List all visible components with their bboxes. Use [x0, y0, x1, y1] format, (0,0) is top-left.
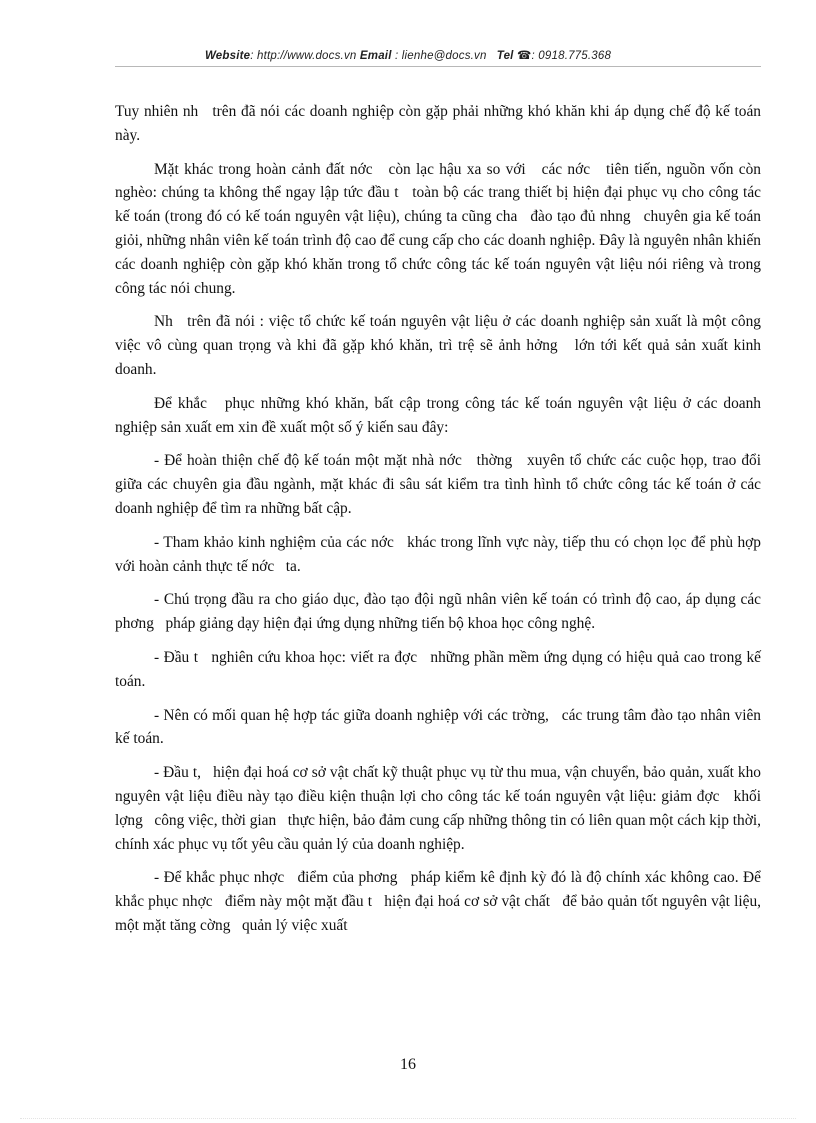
tel-value: : 0918.775.368 — [531, 50, 612, 62]
bullet-paragraph: - Tham khảo kinh nghiệm của các nớc khác trong lĩnh vực này, tiếp thu có chọn lọc để phù hợp với hoàn cảnh thực tế nớc ta. — [115, 533, 765, 575]
bullet-paragraph: - Nên có mối quan hệ hợp tác giữa doanh nghiệp với các trờng, các trung tâm đào tạo nhân viên kế toán. — [115, 706, 765, 748]
bullet-paragraph: - Để hoàn thiện chế độ kế toán một mặt nhà nớc thờng xuyên tổ chức các cuộc họp, trao đổi giữa các chuyên gia đầu ngành, mặt khác đi sâu sát kiểm tra tình hình tổ chức công tác kế toán ở các doanh nghiệp để tìm ra những bất cập. — [115, 452, 765, 517]
page-header — [0, 48, 816, 62]
header-divider — [115, 66, 761, 67]
bullet-paragraph: - Để khắc phục nhợc điểm của phơng pháp kiểm kê định kỳ đó là độ chính xác không cao. Để khắc phục nhợc điểm này một mặt đầu t hiện đại hoá cơ sở vật chất để bảo quản tốt nguyên vật liệu, một mặt tăng cờng quản lý việc xuất — [115, 869, 765, 934]
paragraph: Nh trên đã nói : việc tổ chức kế toán nguyên vật liệu ở các doanh nghiệp sản xuất là một công việc vô cùng quan trọng và khi đã gặp khó khăn, trì trệ sẽ ảnh hởng lớn tới kết quả sản xuất kinh doanh. — [115, 313, 765, 378]
phone-icon: ☎ — [516, 50, 532, 62]
bullet-paragraph: - Đầu t nghiên cứu khoa học: viết ra đợc những phần mềm ứng dụng có hiệu quả cao trong kế toán. — [115, 648, 765, 690]
page-bottom-border — [20, 1118, 796, 1119]
email-label: Email — [359, 50, 392, 62]
website-label: Website — [204, 50, 251, 62]
bullet-paragraph: - Đầu t, hiện đại hoá cơ sở vật chất kỹ thuật phục vụ từ thu mua, vận chuyển, bảo quản, xuất kho nguyên vật liệu điều này tạo điều kiện thuận lợi cho công tác kế toán nguyên vật liệu: giảm đợc khối lợng công việc, thời gian thực hiện, bảo đảm cung cấp những thông tin có liên quan một cách kịp thời, chính xác phục vụ tốt yêu cầu quản lý của doanh nghiệp. — [115, 764, 765, 853]
page-number: 16 — [400, 1056, 416, 1073]
paragraph: Mặt khác trong hoàn cảnh đất nớc còn lạc hậu xa so với các nớc tiên tiến, nguồn vốn còn nghèo: chúng ta không thể ngay lập tức đầu t toàn bộ các trang thiết bị hiện đại phục vụ cho công tác kế toán (trong đó có kế toán nguyên vật liệu), chúng ta cũng cha đào tạo đủ nhng chuyên gia kế toán giỏi, những nhân viên kế toán trình độ cao để cung cấp cho các doanh nghiệp. Đây là nguyên nhân khiến các doanh nghiệp còn gặp khó khăn trong tổ chức công tác kế toán nguyên vật liệu nói riêng và trong công tác nói chung. — [115, 160, 765, 297]
document-body — [115, 100, 765, 948]
paragraph: Để khắc phục những khó khăn, bất cập trong công tác kế toán nguyên vật liệu ở các doanh nghiệp sản xuất em xin đề xuất một số ý kiến sau đây: — [115, 394, 765, 436]
paragraph: Tuy nhiên nh trên đã nói các doanh nghiệp còn gặp phải những khó khăn khi áp dụng chế độ kế toán này. — [115, 103, 765, 144]
bullet-paragraph: - Chú trọng đầu ra cho giáo dục, đào tạo đội ngũ nhân viên kế toán có trình độ cao, áp dụng các phơng pháp giảng dạy hiện đại ứng dụng những tiến bộ khoa học công nghệ. — [115, 591, 765, 633]
tel-label: Tel — [496, 50, 514, 62]
email-value: : lienhe@docs.vn — [395, 50, 487, 62]
website-url: : http://www.docs.vn — [250, 50, 357, 62]
